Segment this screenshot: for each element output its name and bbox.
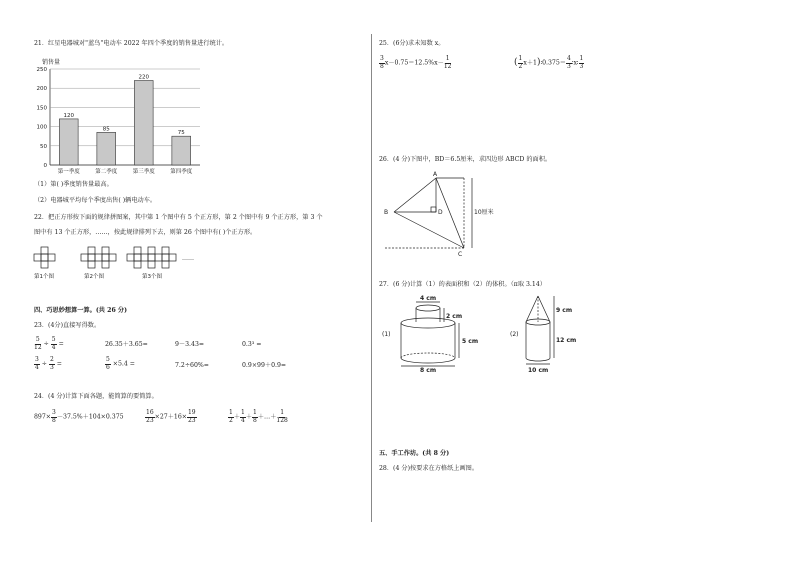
q26-title: 26．(4 分)下图中，BD＝6.5厘米，求四边形 ABCD 的面积。	[379, 156, 552, 163]
q24-b: $\frac{16}{23}$ ×27＋16× $\frac{19}{23}$	[146, 409, 196, 424]
bar	[97, 132, 116, 165]
x-category-label: 第一季度	[57, 169, 80, 175]
bar-value-label: 120	[63, 112, 74, 119]
chart-ylabel: 销售量	[42, 59, 61, 66]
y-tick-label: 250	[36, 67, 47, 73]
q23-h: 0.9×99＋0.9=	[242, 362, 287, 369]
bar	[172, 136, 191, 165]
pattern-fig2-label: 第2个图	[84, 274, 104, 280]
sales-bar-chart	[28, 55, 208, 180]
edge-bc	[394, 212, 464, 248]
x-category-label: 第二季度	[95, 169, 118, 175]
fig1-label: (1)	[382, 331, 391, 338]
vertex-a: A	[433, 171, 438, 178]
dim-5cm: 5 cm	[462, 338, 479, 345]
edge-ab	[394, 178, 436, 212]
q21-title: 21．红星电器城对"蓝鸟"电动车 2022 年四个季度的销售量进行统计。	[34, 40, 229, 47]
section4-heading: 四、巧思妙想算一算。(共 26 分)	[34, 307, 128, 314]
bar-value-label: 85	[102, 126, 110, 133]
fig2-label: (2)	[510, 331, 519, 338]
q25-title: 25．(6分)求未知数 x。	[379, 40, 445, 47]
dim-2cm: 2 cm	[446, 313, 463, 320]
x-category-label: 第三季度	[132, 169, 155, 175]
q23-title: 23．(4分)直接写得数。	[34, 322, 101, 329]
quadrilateral-figure	[380, 170, 520, 260]
y-tick-label: 50	[40, 143, 47, 150]
q21-sub2: （2）电器城平均每个季度出售( )辆电动车。	[34, 197, 157, 204]
q23-d: 0.3³ =	[242, 341, 262, 348]
dim-9cm: 9 cm	[556, 307, 573, 314]
x-category-label: 第四季度	[170, 169, 193, 175]
q23-c: 9－3.43=	[175, 341, 205, 348]
q21-sub1: （1）第( )季度销售量最高。	[34, 181, 113, 188]
vertex-d: D	[438, 209, 443, 216]
y-tick-label: 150	[36, 105, 47, 112]
q25-b: ( $\frac{1}{2}$ x＋1)∶0.375＝ $\frac{4}{3}$ ∶x∶ $\frac{1}{3}$	[514, 55, 584, 70]
q23-b: 26.35＋3.65=	[105, 341, 148, 348]
pattern-fig3-label: 第3个图	[142, 274, 162, 280]
q24-a: 897× $\frac{3}{8}$ －37.5%＋104×0.375	[34, 409, 124, 424]
y-tick-label: 200	[36, 86, 47, 93]
pattern-fig3	[127, 247, 176, 268]
vertex-c: C	[458, 251, 463, 258]
q23-e: $\frac{3}{4}$ ÷ $\frac{2}{3}$ =	[35, 356, 62, 371]
y-tick-label: 100	[36, 124, 47, 131]
q24-c: $\frac{1}{2}$ ＋ $\frac{1}{4}$ ＋ $\frac{1}{8}$ ＋…＋ $\frac{1}{128}$	[229, 409, 288, 424]
dim-8cm: 8 cm	[420, 367, 437, 374]
bar	[134, 81, 153, 165]
q22-line1: 22．把正方形按下面的规律拼图案，其中第 1 个图中有 5 个正方形，第 2 个图中有 9 个正方形，第 3 个	[34, 214, 323, 221]
solids-figure	[378, 292, 588, 374]
height-label: 10厘米	[474, 209, 494, 216]
dim-10cm: 10 cm	[528, 367, 549, 374]
pattern-fig1-label: 第1个图	[34, 274, 54, 280]
q27-title: 27．(6 分)计算（1）的表面积和（2）的体积。（π取 3.14）	[379, 281, 546, 288]
pattern-fig1	[34, 247, 55, 268]
bar-value-label: 220	[138, 74, 149, 81]
y-tick-label: 0	[43, 163, 47, 169]
bar	[59, 119, 78, 165]
dim-12cm: 12 cm	[556, 337, 577, 344]
q23-a: $\frac{5}{12}$ ÷ $\frac{5}{4}$ =	[34, 336, 64, 351]
section5-heading: 五、手工作坊。(共 8 分)	[379, 450, 450, 457]
square-pattern-figures	[30, 243, 210, 283]
q23-g: 7.2÷60%=	[175, 362, 209, 369]
q28-title: 28．(4 分)按要求在方格纸上画图。	[379, 465, 479, 472]
q22-line2: 图中有 13 个正方形，……，按此规律排列下去，则第 26 个图中有( )个正方形。	[34, 229, 257, 236]
pattern-dots: ……	[182, 255, 194, 262]
q24-title: 24．(4 分)计算下面各题，能简算的要简算。	[34, 393, 158, 400]
dim-4cm: 4 cm	[420, 295, 437, 302]
vertex-b: B	[384, 209, 389, 216]
bar-value-label: 75	[177, 130, 185, 137]
q23-f: $\frac{5}{6}$ ×5.4 =	[106, 356, 135, 371]
q25-a: $\frac{3}{8}$ x－0.75＝12.5%x－ $\frac{1}{12}$	[380, 55, 452, 70]
pattern-fig2	[81, 247, 116, 268]
column-divider	[371, 34, 372, 522]
